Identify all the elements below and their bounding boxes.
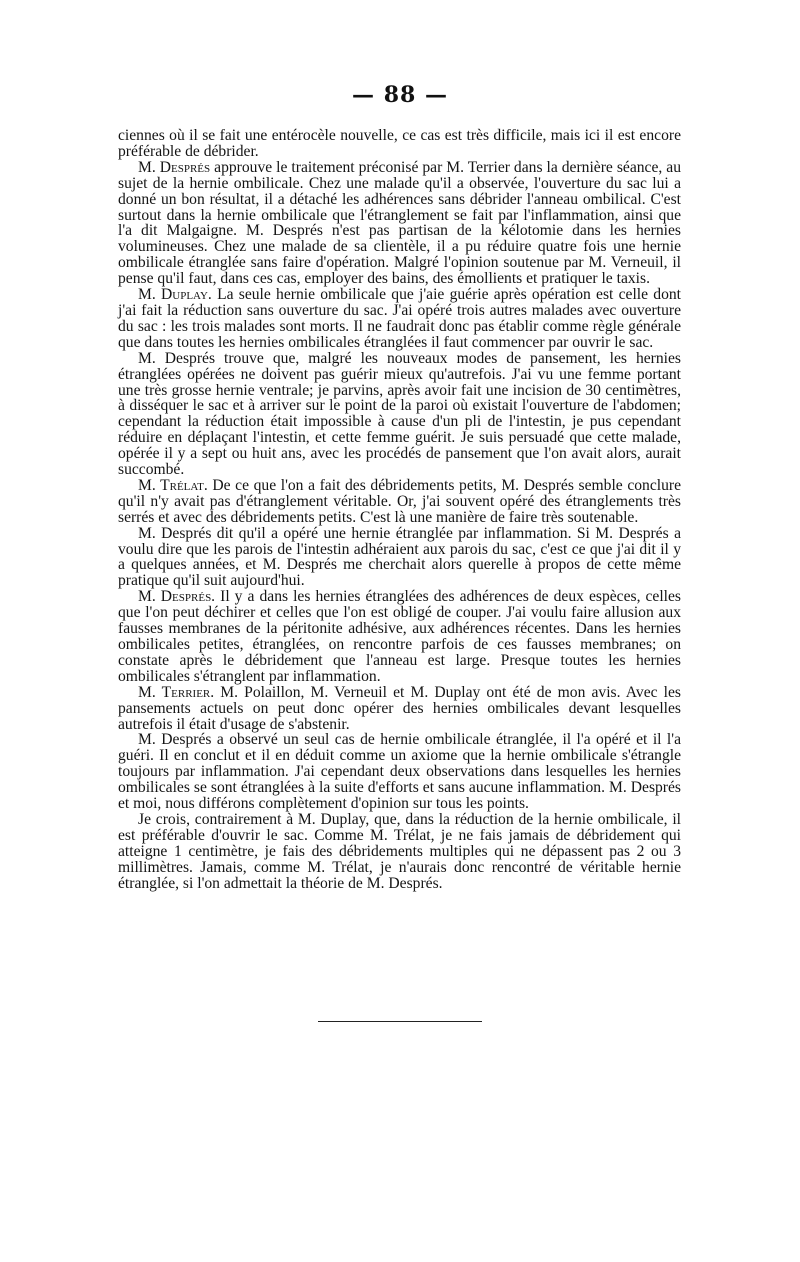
paragraph-text: M. Després trouve que, malgré les nouveaux modes de pansement, les hernies étranglées opérées ne doivent pas guérir mieux qu'autrefois. J'ai vu une femme portant une très grosse hernie ventrale; je parvins, après avoir fait une incision de 30 centimètres, à disséquer le sac et à arriver sur le point de la paroi où existait l'ouverture de l'abdomen; cependant la réduction était impossible à cause d'un pli de l'intestin, je pus cependant réduire en déplaçant l'intestin, et cette femme guérit. Je suis persuadé que cette malade, opérée il y a sept ou huit ans, avec les procédés de pansement que l'on avait alors, aurait succombé. xyxy=(118,349,681,479)
end-rule xyxy=(318,1021,482,1022)
paragraph xyxy=(118,685,681,733)
page-number: — 88 — xyxy=(352,82,448,108)
speaker-name: M. Duplay. xyxy=(138,286,212,304)
paragraph xyxy=(118,351,681,478)
paragraph-text: ciennes où il se fait une entérocèle nouvelle, ce cas est très difficile, mais ici il est encore préférable de débrider. xyxy=(118,127,681,160)
paragraph xyxy=(118,160,681,287)
paragraph-text: Il y a dans les hernies étranglées des adhérences de deux espèces, celles que l'on peut déchirer et celles que l'on est obligé de couper. J'ai voulu faire allusion aux fausses membranes de la péritonite adhésive, aux adhérences récentes. Dans les hernies ombilicales petites, étranglées, on rencontre parfois de ces fausses membranes; on constate après le débridement que l'anneau est large. Presque toutes les hernies ombilicales s'étranglent par inflammation. xyxy=(118,588,682,685)
paragraph xyxy=(118,732,681,812)
paragraph-text: M. Després a observé un seul cas de hernie ombilicale étranglée, il l'a opéré et il l'a guéri. Il en conclut et il en déduit comme un axiome que la hernie ombilicale s'étrangle toujours par inflammation. J'ai cependant deux observations dans lesquelles les hernies ombilicales se sont étranglées à la suite d'efforts et sans aucune inflammation. M. Després et moi, nous différons complètement d'opinion sur tous les points. xyxy=(118,731,681,813)
paragraph xyxy=(118,128,681,160)
paragraph-text: M. Polaillon, M. Verneuil et M. Duplay ont été de mon avis. Avec les pansements actuels on peut donc opérer des hernies ombilicales devant lesquelles autrefois il était d'usage de s'abstenir. xyxy=(118,683,681,733)
speaker-name: M. Després. xyxy=(138,588,216,606)
paragraph xyxy=(118,812,681,892)
body-text xyxy=(118,128,681,892)
paragraph-text: approuve le traitement préconisé par M. Terrier dans la dernière séance, au sujet de la hernie ombilicale. Chez une malade qu'il a observée, l'ouverture du sac lui a donné un bon résultat, il a détaché les adhérences sans débrider l'anneau ombilical. C'est surtout dans la hernie ombilicale que l'étranglement se fait par l'inflammation, ainsi que l'a dit Malgaigne. M. Després n'est pas partisan de la kélotomie dans les hernies volumineuses. Chez une malade de sa clientèle, il a pu réduire quatre fois une hernie ombilicale étranglée sans faire d'opération. Malgré l'opinion soutenue par M. Verneuil, il pense qu'il faut, dans ces cas, employer des bains, des émollients et pratiquer le taxis. xyxy=(118,158,681,288)
paragraph xyxy=(118,478,681,526)
paragraph xyxy=(118,287,681,351)
paragraph xyxy=(118,526,681,590)
paragraph-text: M. Després dit qu'il a opéré une hernie étranglée par inflammation. Si M. Després a voulu dire que les parois de l'intestin adhéraient aux parois du sac, c'est ce que j'ai dit il y a quelques années, et M. Després me cherchait alors querelle à propos de cette même pratique qu'il suit aujourd'hui. xyxy=(118,524,681,590)
speaker-name: M. Després xyxy=(138,158,211,176)
speaker-name: M. Terrier. xyxy=(138,683,215,701)
paragraph xyxy=(118,589,681,684)
speaker-name: M. Trélat. xyxy=(138,476,208,494)
paragraph-text: Je crois, contrairement à M. Duplay, que, dans la réduction de la hernie ombilicale, il est préférable d'ouvrir le sac. Comme M. Trélat, je ne fais jamais de débridement qui atteigne 1 centimètre, je fais des débridements multiples qui ne dépassent pas 2 ou 3 millimètres. Jamais, comme M. Trélat, je n'aurais donc rencontré de véritable hernie étranglée, si l'on admettait la théorie de M. Després. xyxy=(118,810,681,892)
paragraph-text: De ce que l'on a fait des débridements petits, M. Després semble conclure qu'il n'y avait pas d'étranglement véritable. Or, j'ai souvent opéré des étranglements très serrés et avec des débridements petits. C'est là une manière de faire très soutenable. xyxy=(118,476,681,526)
paragraph-text: La seule hernie ombilicale que j'aie guérie après opération est celle dont j'ai fait la réduction sans ouverture du sac. J'ai opéré trois autres malades avec ouverture du sac : les trois malades sont morts. Il ne faudrait donc pas établir comme règle générale que dans toutes les hernies ombilicales étranglées il faut commencer par ouvrir le sac. xyxy=(118,286,681,351)
